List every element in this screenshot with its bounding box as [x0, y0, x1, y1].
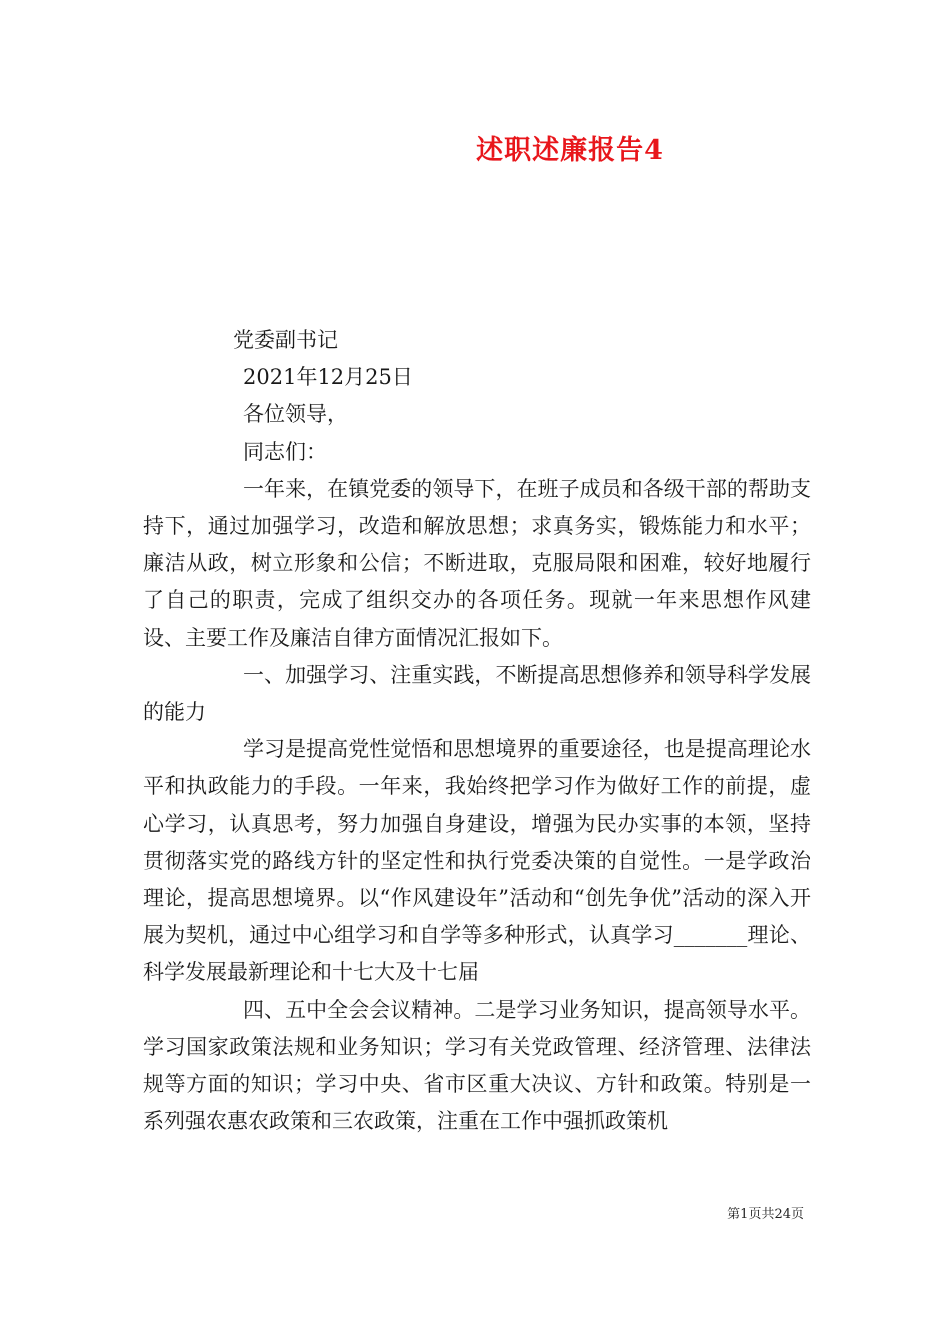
section-heading-1: 一、加强学习、注重实践，不断提高思想修养和领导科学发展的能力: [143, 662, 811, 725]
document-date: 2021年12月25日: [243, 365, 413, 390]
page-number: 第1页共24页: [727, 1207, 804, 1222]
salutation-comrades: 同志们：: [243, 439, 327, 464]
author-role: 党委副书记: [233, 328, 338, 352]
paragraph-study: 学习是提高党性觉悟和思想境界的重要途径，也是提高理论水平和执政能力的手段。一年来，我始终把学习作为做好工作的前提，虚心学习，认真思考，努力加强自身建设，增强为民办实事的本领，坚持贯彻落实党的路线方针的坚定性和执行党委决策的自觉性。一是学政治理论，提高思想境界。以“作风建设年”活动和“创先争优”活动的深入开展为契机，通过中心组学习和自学等多种形式，认真学习_______理论、科学发展最新理论和十七大及十七届: [143, 737, 811, 985]
salutation-leaders: 各位领导，: [243, 402, 348, 427]
document-body: [143, 322, 811, 1140]
paragraph-continued: 四、五中全会会议精神。二是学习业务知识，提高领导水平。学习国家政策法规和业务知识；学习有关党政管理、经济管理、法律法规等方面的知识；学习中央、省市区重大决议、方针和政策。特别是一系列强农惠农政策和三农政策，注重在工作中强抓政策机: [143, 997, 811, 1134]
document-title: 述职述廉报告4: [476, 135, 664, 166]
paragraph-intro: 一年来，在镇党委的领导下，在班子成员和各级干部的帮助支持下，通过加强学习，改造和解放思想；求真务实，锻炼能力和水平；廉洁从政，树立形象和公信；不断进取，克服局限和困难，较好地履行了自己的职责，完成了组织交办的各项任务。现就一年来思想作风建设、主要工作及廉洁自律方面情况汇报如下。: [143, 476, 811, 650]
